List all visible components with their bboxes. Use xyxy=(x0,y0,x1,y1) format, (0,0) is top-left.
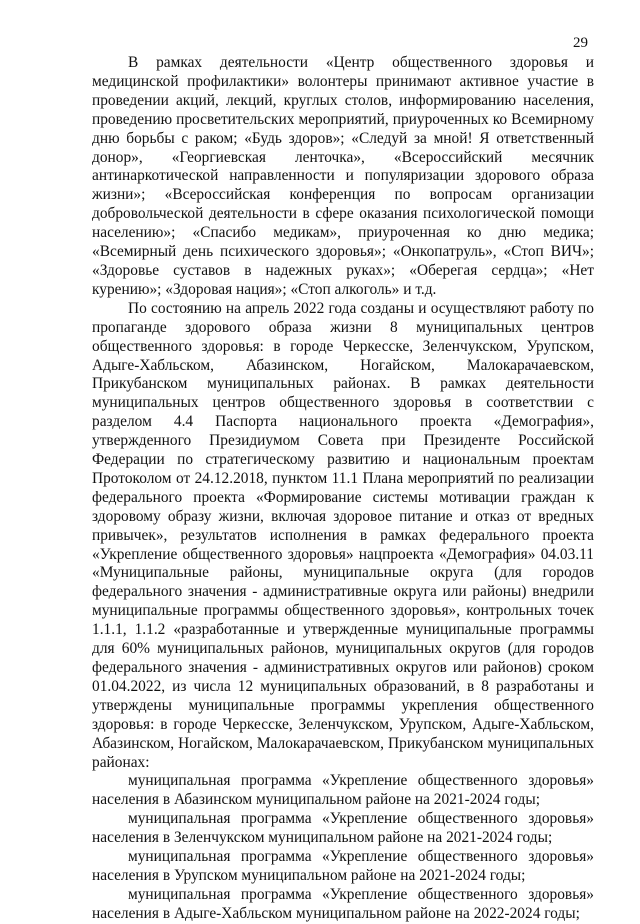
program-item-adyge-khablsky: муниципальная программа «Укрепление общественного здоровья» населения в Адыге-Хабльском муниципальном районе на 2022-2024 годы; xyxy=(92,885,594,922)
program-item-abazinsky: муниципальная программа «Укрепление общественного здоровья» населения в Абазинском муниципальном районе на 2021-2024 годы; xyxy=(92,772,594,809)
document-body xyxy=(92,54,594,924)
program-item-urupsky: муниципальная программа «Укрепление общественного здоровья» населения в Урупском муниципальном районе на 2021-2024 годы; xyxy=(92,848,594,884)
paragraph-centers: По состоянию на апрель 2022 года созданы и осуществляют работу по пропаганде здорового образа жизни 8 муниципальных центров общественного здоровья: в городе Черкесске, Зеленчукском, Урупском, Адыге-Хабльском, Абазинском, Ногайском, Малокарачаевском, Прикубанском муниципальных районах. В рамках деятельности муниципальных центров общественного здоровья в соответствии с разделом 4.4 Паспорта национального проекта «Демография», утвержденного Президиумом Совета при Президенте Российской Федерации по стратегическому развитию и национальным проектам Протоколом от 24.12.2018, пунктом 11.1 Плана мероприятий по реализации федерального проекта «Формирование системы мотивации граждан к здоровому образу жизни, включая здоровое питание и отказ от вредных привычек», результатов исполнения в рамках федерального проекта «Укрепление общественного здоровья» нацпроекта «Демография» 04.03.11 «Муниципальные районы, муниципальные округа (для городов федерального значения - административные округа или районы) внедрили муниципальные программы общественного здоровья», контрольных точек 1.1.1, 1.1.2 «разработанные и утвержденные муниципальные программы для 60% муниципальных районов, муниципальных округов (для городов федерального значения - административных округов или районов) сроком 01.04.2022, из числа 12 муниципальных образований, в 8 разработаны и утверждены муниципальные программы укрепления общественного здоровья: в городе Черкесске, Зеленчукском, Урупском, Адыге-Хабльском, Абазинском, Ногайском, Малокарачаевском, Прикубанском муниципальных районах: xyxy=(92,299,594,771)
paragraph-volunteers: В рамках деятельности «Центр общественного здоровья и медицинской профилактики» волонтеры принимают активное участие в проведении акций, лекций, круглых столов, информированию населения, проведению просветительских мероприятий, приуроченных ко Всемирному дню борьбы с раком; «Будь здоров»; «Следуй за мной! Я ответственный донор», «Георгиевская ленточка», «Всероссийский месячник антинаркотической направленности и популяризации здорового образа жизни»; «Всероссийская конференция по вопросам организации добровольческой деятельности в сфере оказания психологической помощи населению»; «Спасибо медикам», приуроченная ко дню медика; «Всемирный день психического здоровья»; «Онкопатруль», «Стоп ВИЧ»; «Здоровье суставов в надежных руках»; «Оберегая сердца»; «Нет курению»; «Здоровая нация»; «Стоп алкоголь» и т.д. xyxy=(92,54,594,298)
page-number: 29 xyxy=(573,35,588,51)
program-item-zelenchuksky: муниципальная программа «Укрепление общественного здоровья» населения в Зеленчукском муниципальном районе на 2021-2024 годы; xyxy=(92,810,594,847)
